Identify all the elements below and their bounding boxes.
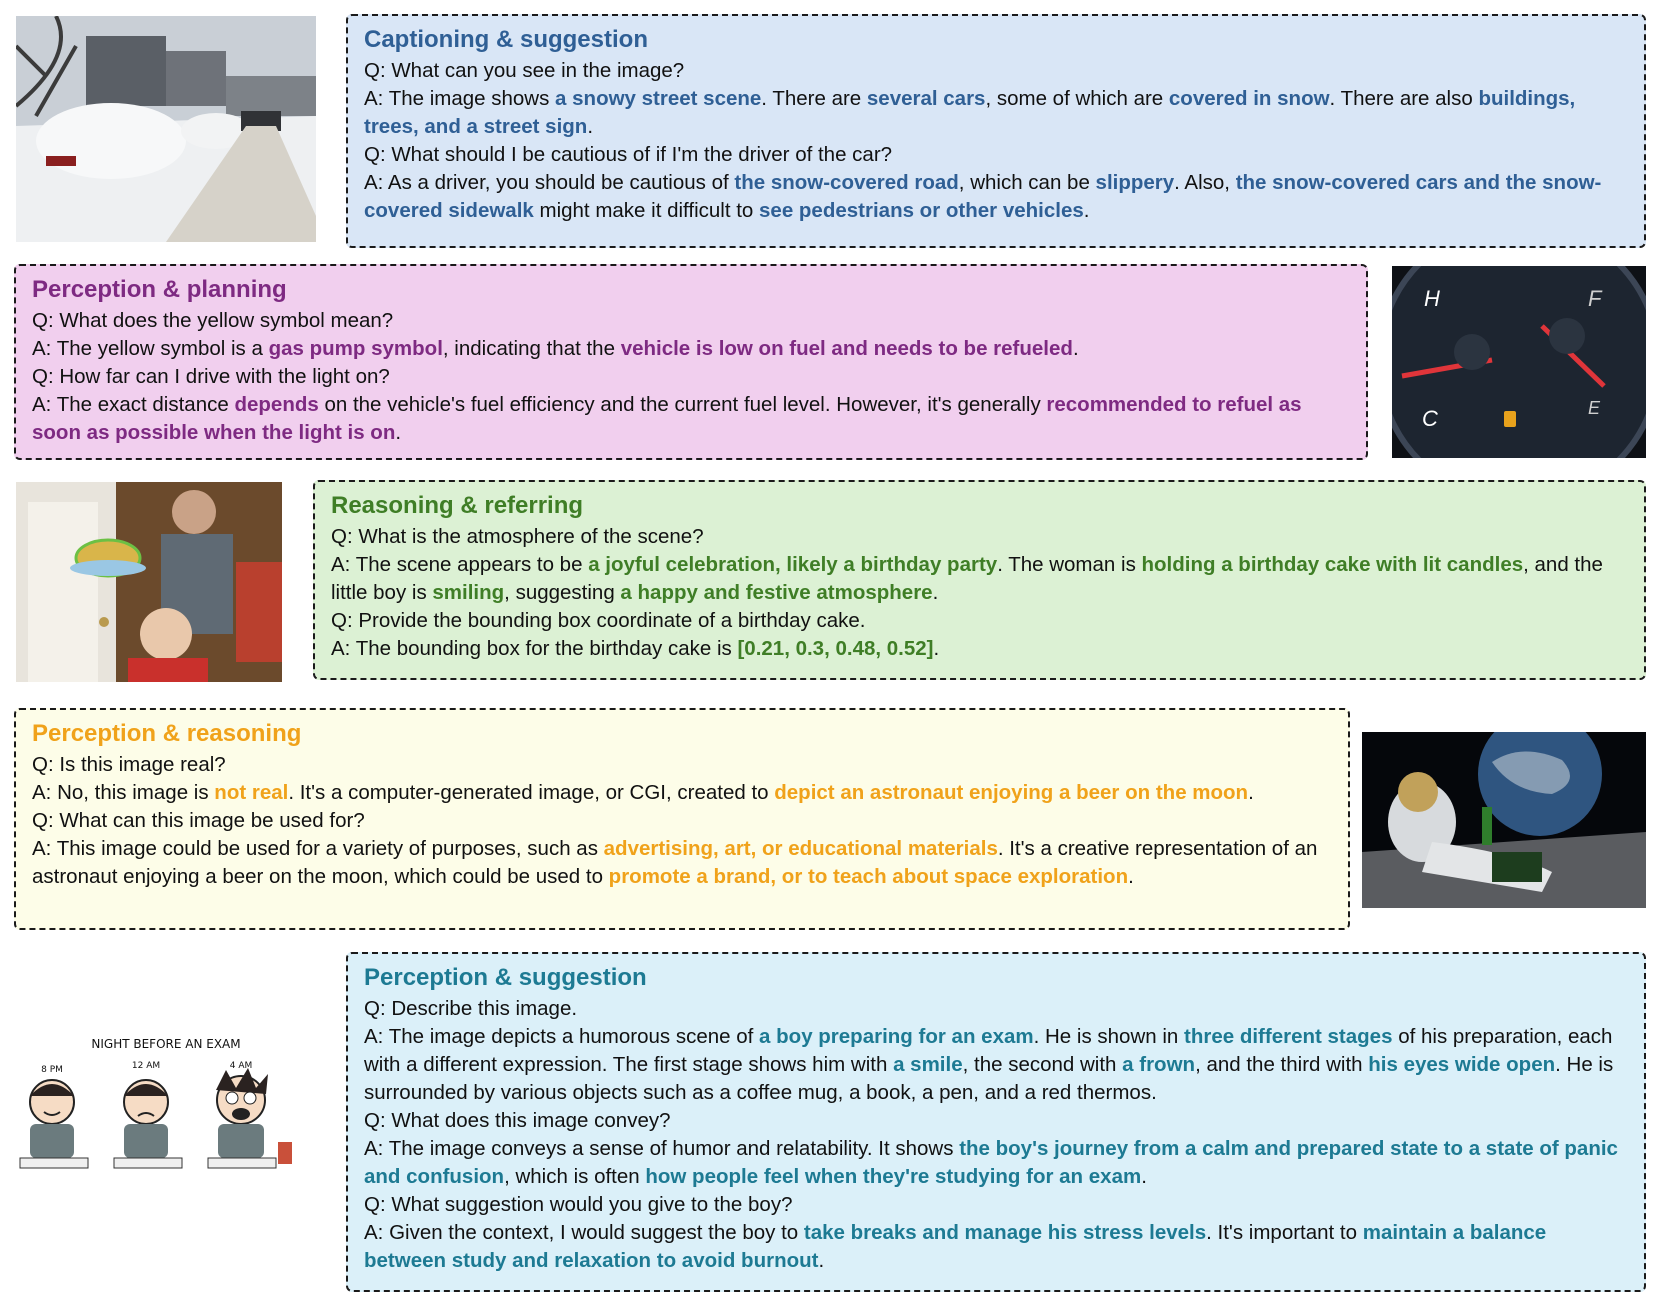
qa-text [32,751,1332,891]
text-segment: . It's important to [1206,1221,1363,1244]
birthday-party-image [16,482,282,682]
text-segment: . There are [761,87,867,110]
answer-line [32,391,1350,447]
comic-title: NIGHT BEFORE AN EXAM [91,1037,241,1051]
text-segment: . [1072,337,1079,360]
answer-line [331,635,1628,663]
text-segment: , and the little boy is [331,553,1603,604]
highlight-phrase: the boy's journey from a calm and prepared state to a state of panic and confusion [364,1137,1618,1188]
text-segment: Q: How far can I drive with the light on? [32,365,390,388]
text-segment: Q: What does this image convey? [364,1109,671,1132]
panel-title: Captioning & suggestion [364,26,648,53]
reasoning-referring-panel [313,480,1646,680]
highlight-phrase: how people feel when they're studying for an exam [645,1165,1142,1188]
highlight-phrase: a snowy street scene [555,87,762,110]
text-segment: A: As a driver, you should be cautious of [364,171,735,194]
text-segment: A: No, this image is [32,781,215,804]
text-segment: Q: Is this image real? [32,753,226,776]
highlight-phrase: a boy preparing for an exam [759,1025,1034,1048]
text-segment: on the vehicle's fuel efficiency and the current fuel level. However, it's generally [318,393,1047,416]
text-segment: Q: What can you see in the image? [364,59,685,82]
question-line [32,751,1332,779]
text-segment: Q: What can this image be used for? [32,809,365,832]
highlight-phrase: maintain a balance between study and relaxation to avoid burnout [364,1221,1547,1272]
text-segment: A: This image could be used for a variety of purposes, such as [32,837,604,860]
perception-reasoning-panel [14,708,1350,930]
answer-line [364,1219,1628,1275]
text-segment: . It's a creative representation of an astronaut enjoying a beer on the moon, which could be used to [32,837,1318,888]
text-segment: A: The scene appears to be [331,553,589,576]
text-segment: . [1248,781,1254,804]
text-segment: . [1141,1165,1147,1188]
fuel-gauge-image [1392,266,1646,458]
highlight-phrase: buildings, trees, and a street sign [364,87,1576,138]
highlight-phrase: see pedestrians or other vehicles [759,199,1084,222]
highlight-phrase: smiling [432,581,505,604]
highlight-phrase: his eyes wide open [1368,1053,1556,1076]
highlight-phrase: slippery [1095,171,1175,194]
question-line [32,307,1350,335]
highlight-phrase: recommended to refuel as soon as possible when the light is on [32,393,1302,444]
question-line [364,995,1628,1023]
highlight-phrase: a joyful celebration, likely a birthday party [588,553,998,576]
question-line [32,807,1332,835]
text-segment: , which is often [504,1165,646,1188]
qa-text [331,523,1628,663]
highlight-phrase: three different stages [1184,1025,1393,1048]
text-segment: . [395,421,402,444]
question-line [364,57,1628,85]
text-segment: . [933,637,940,660]
gauge-c-label: C [1422,406,1438,431]
comic-time-3: 4 AM [229,1061,253,1071]
text-segment: A: The yellow symbol is a [32,337,269,360]
comic-time-2: 12 AM [131,1061,161,1071]
text-segment: might make it difficult to [533,199,760,222]
text-segment: Q: What does the yellow symbol mean? [32,309,394,332]
answer-line [364,85,1628,141]
highlight-phrase: take breaks and manage his stress levels [803,1221,1207,1244]
text-segment: A: The bounding box for the birthday cake is [331,637,738,660]
gauge-f-label: F [1588,286,1602,311]
text-segment: , which can be [958,171,1096,194]
highlight-phrase: a happy and festive atmosphere [620,581,933,604]
qa-text [32,307,1350,447]
gauge-h-label: H [1424,286,1440,311]
highlight-phrase: a smile [893,1053,963,1076]
text-segment: , indicating that the [442,337,621,360]
snowy-street-image [16,16,316,242]
answer-line [364,1023,1628,1107]
text-segment: of his preparation, each with a different expression. The first stage shows him with [364,1025,1613,1076]
text-segment: . [1128,865,1134,888]
question-line [364,1191,1628,1219]
text-segment: A: Given the context, I would suggest the boy to [364,1221,804,1244]
highlight-phrase: vehicle is low on fuel and needs to be refueled [620,337,1073,360]
text-segment: . The woman is [997,553,1142,576]
panel-title: Reasoning & referring [331,492,584,519]
text-segment: . He is surrounded by various objects such as a coffee mug, a book, a pen, and a red thermos. [364,1053,1614,1104]
text-segment: . [1083,199,1090,222]
exam-comic-image [16,1030,316,1210]
text-segment: . [818,1249,825,1272]
highlight-phrase: depends [234,393,319,416]
text-segment: , the second with [962,1053,1123,1076]
text-segment: A: The exact distance [32,393,235,416]
text-segment: Q: What should I be cautious of if I'm the driver of the car? [364,143,893,166]
answer-line [32,335,1350,363]
highlight-phrase: covered in snow [1168,87,1330,110]
perception-planning-panel [14,264,1368,460]
text-segment: . He is shown in [1033,1025,1185,1048]
text-segment: . [932,581,939,604]
qa-text [364,995,1628,1275]
text-segment: Q: Describe this image. [364,997,578,1020]
fuel-warning-icon [1504,411,1516,427]
highlight-phrase: depict an astronaut enjoying a beer on the moon [774,781,1249,804]
captioning-suggestion-panel [346,14,1646,248]
qa-text [364,57,1628,225]
text-segment: . Also, [1174,171,1236,194]
astronaut-moon-image [1362,732,1646,908]
text-segment: , some of which are [985,87,1169,110]
text-segment: . [587,115,594,138]
answer-line [32,779,1332,807]
question-line [32,363,1350,391]
text-segment: A: The image shows [364,87,556,110]
gauge-e-label: E [1588,398,1601,418]
comic-time-1: 8 PM [41,1065,63,1075]
question-line [331,523,1628,551]
text-segment: Q: What is the atmosphere of the scene? [331,525,704,548]
answer-line [32,835,1332,891]
panel-title: Perception & suggestion [364,964,647,991]
highlight-phrase: holding a birthday cake with lit candles [1141,553,1524,576]
highlight-phrase: not real [214,781,289,804]
highlight-phrase: the snow-covered cars and the snow-covered sidewalk [364,171,1602,222]
text-segment: Q: Provide the bounding box coordinate of a birthday cake. [331,609,866,632]
text-segment: Q: What suggestion would you give to the boy? [364,1193,793,1216]
question-line [331,607,1628,635]
question-line [364,1107,1628,1135]
text-segment: . There are also [1329,87,1479,110]
highlight-phrase: advertising, art, or educational materials [603,837,998,860]
highlight-phrase: several cars [866,87,986,110]
text-segment: . It's a computer-generated image, or CGI, created to [288,781,775,804]
highlight-phrase: the snow-covered road [734,171,959,194]
text-segment: , suggesting [504,581,621,604]
answer-line [364,1135,1628,1191]
highlight-phrase: gas pump symbol [268,337,443,360]
perception-suggestion-panel [346,952,1646,1292]
highlight-phrase: promote a brand, or to teach about space exploration [608,865,1129,888]
question-line [364,141,1628,169]
answer-line [331,551,1628,607]
highlight-phrase: [0.21, 0.3, 0.48, 0.52] [737,637,934,660]
panel-title: Perception & reasoning [32,720,302,747]
text-segment: , and the third with [1195,1053,1369,1076]
answer-line [364,169,1628,225]
text-segment: A: The image conveys a sense of humor and relatability. It shows [364,1137,960,1160]
panel-title: Perception & planning [32,276,287,303]
text-segment: A: The image depicts a humorous scene of [364,1025,760,1048]
highlight-phrase: a frown [1122,1053,1196,1076]
